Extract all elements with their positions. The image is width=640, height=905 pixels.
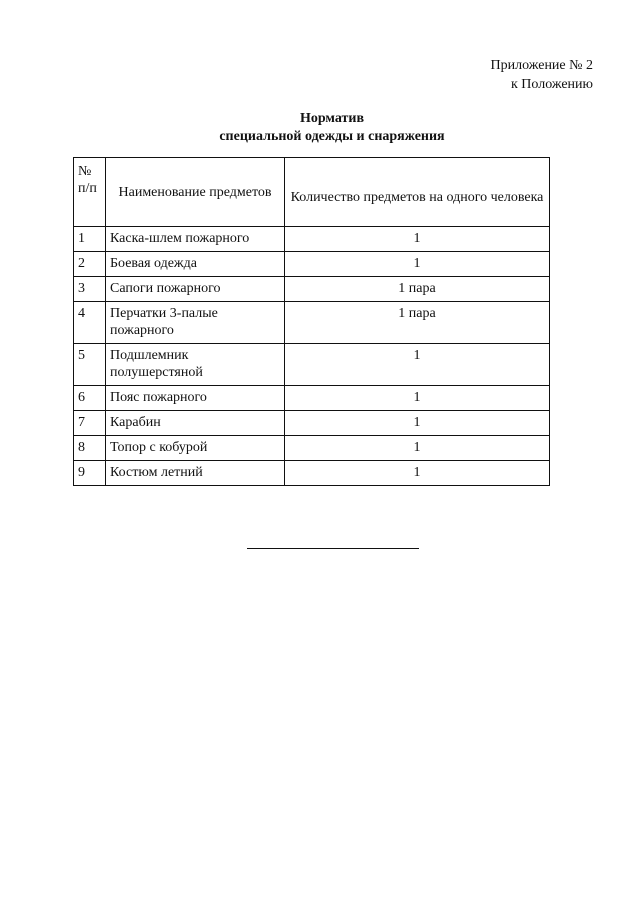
row-item-name: Подшлемник полушерстяной bbox=[106, 344, 285, 386]
row-number: 4 bbox=[74, 302, 106, 344]
row-quantity: 1 bbox=[285, 461, 550, 486]
row-quantity: 1 bbox=[285, 411, 550, 436]
row-number: 9 bbox=[74, 461, 106, 486]
row-number: 6 bbox=[74, 386, 106, 411]
row-quantity: 1 пара bbox=[285, 277, 550, 302]
row-number: 5 bbox=[74, 344, 106, 386]
row-number: 1 bbox=[74, 227, 106, 252]
row-number: 7 bbox=[74, 411, 106, 436]
table-row bbox=[74, 411, 550, 436]
table-row bbox=[74, 436, 550, 461]
title-line-2: специальной одежды и снаряжения bbox=[219, 129, 445, 144]
table-header-row bbox=[74, 158, 550, 227]
row-quantity: 1 пара bbox=[285, 302, 550, 344]
title-line-1: Норматив bbox=[299, 111, 365, 126]
norms-table bbox=[73, 157, 550, 486]
row-number: 8 bbox=[74, 436, 106, 461]
table-row bbox=[74, 302, 550, 344]
row-item-name: Сапоги пожарного bbox=[106, 277, 285, 302]
table-row bbox=[74, 386, 550, 411]
row-item-name: Перчатки 3-палые пожарного bbox=[106, 302, 285, 344]
table-row bbox=[74, 277, 550, 302]
document-title bbox=[0, 110, 640, 146]
row-quantity: 1 bbox=[285, 344, 550, 386]
table-row bbox=[74, 344, 550, 386]
row-quantity: 1 bbox=[285, 386, 550, 411]
table-row bbox=[74, 227, 550, 252]
row-item-name: Пояс пожарного bbox=[106, 386, 285, 411]
row-number: 3 bbox=[74, 277, 106, 302]
row-item-name: Боевая одежда bbox=[106, 252, 285, 277]
row-item-name: Костюм летний bbox=[106, 461, 285, 486]
row-quantity: 1 bbox=[285, 252, 550, 277]
header-item-name: Наименование предметов bbox=[106, 158, 285, 227]
row-quantity: 1 bbox=[285, 436, 550, 461]
annex-reference bbox=[491, 56, 594, 94]
annex-regulation: к Положению bbox=[510, 77, 593, 92]
header-quantity: Количество предметов на одного человека bbox=[285, 158, 550, 227]
table-row bbox=[74, 252, 550, 277]
closing-divider-line bbox=[247, 548, 419, 549]
row-quantity: 1 bbox=[285, 227, 550, 252]
row-item-name: Карабин bbox=[106, 411, 285, 436]
row-item-name: Топор с кобурой bbox=[106, 436, 285, 461]
header-number: № п/п bbox=[74, 158, 106, 227]
row-number: 2 bbox=[74, 252, 106, 277]
annex-number: Приложение № 2 bbox=[490, 58, 593, 73]
row-item-name: Каска-шлем пожарного bbox=[106, 227, 285, 252]
table-row bbox=[74, 461, 550, 486]
